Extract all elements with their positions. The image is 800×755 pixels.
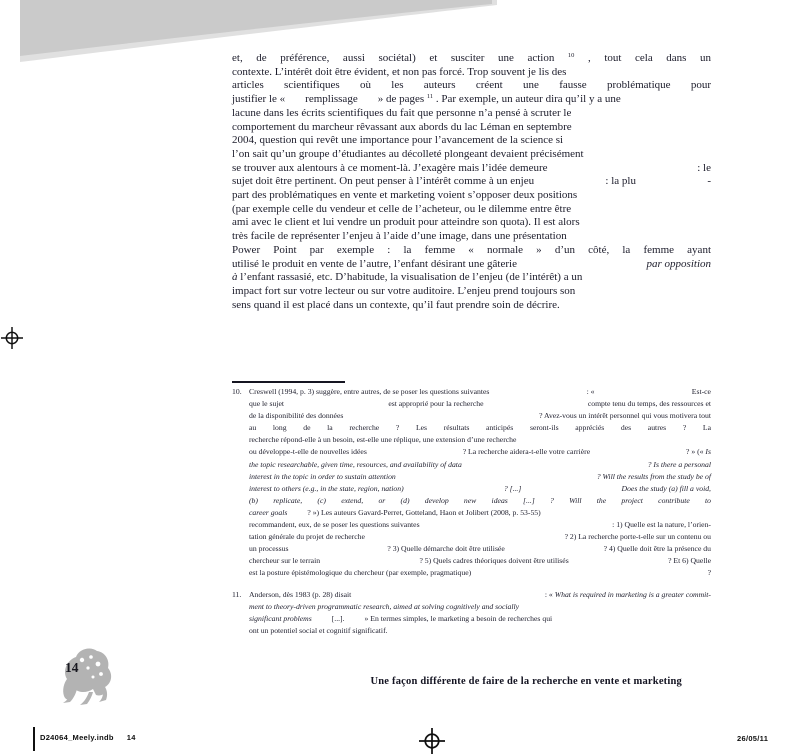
text-line: Creswell (1994, p. 3) suggère, entre autres, de se poser les questions suivantes : « Est-ce — [249, 387, 711, 396]
text-line: interest to others (e.g., in the state, region, nation) ? [...] Does the study (a) fill a void, — [249, 483, 711, 493]
text-line: se trouver aux alentours à ce moment-là. J’exagère mais l’idée demeure : le — [232, 161, 711, 174]
text-line: sens quand il est placé dans un contexte, qu’il faut prendre soin de décrire. — [232, 298, 560, 311]
footnote-text — [249, 386, 711, 580]
running-title: Une façon différente de faire de la recherche en vente et marketing — [370, 676, 682, 687]
footnote-number: 10. — [232, 387, 242, 396]
text-line: contexte. L’intérêt doit être évident, et non pas forcé. Trop souvent je lis des — [232, 65, 567, 78]
text-line: the topic researchable, given time, resources, and availability of data ? Is there a personal — [249, 459, 711, 469]
registration-mark-icon — [1, 327, 23, 349]
proof-page: 14 — [126, 733, 136, 742]
text-line: est la posture épistémologique du chercheur (par exemple, pragmatique) ? — [249, 568, 711, 578]
footnote-text — [249, 589, 711, 637]
proof-filename-stamp — [40, 733, 136, 742]
text-line: au long de la recherche ? Les résultats anticipés seront-ils appréciés des autres ? La — [249, 423, 711, 433]
text-line: et, de préférence, aussi sociétal) et susciter une action $^{10}$ , tout cela dans un — [232, 52, 712, 64]
footnote-10 — [232, 386, 711, 580]
text-line: Power Point par exemple : la femme « normale » d’un côté, la femme ayant — [232, 243, 711, 256]
text-line: career goals ? ») Les auteurs Gavard-Perret, Gotteland, Haon et Jolibert (2008, p. 53-55) — [249, 507, 541, 517]
text-line: justifier le « remplissage » de pages $^{11}$ . Par exemple, un auteur dira qu’il y a une — [232, 93, 621, 106]
text-line: l’on sait qu’un groupe d’étudiantes au décolleté plongeant devaient précisément — [232, 147, 584, 160]
text-line: lacune dans les écrits scientifiques du fait que personne n’a pensé à scruter le — [232, 106, 572, 119]
text-line: chercheur sur le terrain ? 5) Quels cadres théoriques doivent être utilisés ? Et 6) Quelle — [249, 556, 711, 566]
footnotes-block — [232, 386, 711, 637]
crop-mark — [33, 727, 35, 751]
text-line: ont un potentiel social et cognitif significatif. — [249, 625, 388, 635]
text-line: utilisé le produit en vente de l’autre, l’enfant désirant une gâterie par opposition — [232, 257, 711, 270]
text-line: ami avec le client et lui vendre un produit pour atteindre son quota). Il est alors — [232, 216, 580, 229]
text-line: à l’enfant rassasié, etc. D’habitude, la visualisation de l’enjeu (de l’intérêt) a un — [232, 271, 583, 284]
text-line: très facile de représenter l’enjeu à l’aide d’une image, dans une présentation — [232, 230, 567, 243]
text-line: (par exemple celle du vendeur et celle de l’acheteur, ou le dilemme entre être — [232, 202, 572, 215]
text-line: un processus ? 3) Quelle démarche doit être utilisée ? 4) Quelle doit être la présence du — [249, 544, 711, 554]
proof-filename: D24064_Meely.indb — [40, 733, 114, 742]
body-text — [232, 52, 711, 312]
text-line: sujet doit être pertinent. On peut penser à l’intérêt comme à un enjeu : la plu - — [232, 175, 711, 188]
text-line: tation générale du projet de recherche ? 2) La recherche porte-t-elle sur un contenu ou — [249, 532, 711, 542]
page-number: 14 — [65, 660, 79, 675]
text-line: que le sujet est approprié pour la recherche compte tenu du temps, des ressources et — [249, 399, 711, 409]
text-line: comportement du marcheur rêvassant aux abords du lac Léman en septembre — [232, 120, 572, 133]
footnote-separator-rule — [232, 381, 345, 383]
text-line: de la disponibilité des données ? Avez-vous un intérêt personnel qui vous motivera tout — [249, 411, 711, 421]
text-line: ou développe-t-elle de nouvelles idées ? La recherche aidera-t-elle votre carrière ? » (« Is — [249, 447, 711, 457]
text-line: part des problématiques en vente et marketing voient s’opposer deux positions — [232, 189, 578, 202]
footnote-number: 11. — [232, 589, 242, 599]
text-line: articles scientifiques où les auteurs créent une fausse problématique pour — [232, 79, 711, 92]
text-line: recherche répond-elle à un besoin, est-elle une réplique, une extension d’une recherche — [249, 435, 517, 445]
text-line: (b) replicate, (c) extend, or (d) develop new ideas [...] ? Will the project contribute to — [249, 495, 711, 505]
footnote-11 — [232, 589, 711, 637]
text-line: significant problems [...]. » En termes simples, le marketing a besoin de recherches qui — [249, 613, 553, 623]
registration-mark-icon — [419, 728, 445, 754]
text-line: impact fort sur votre lecteur ou sur votre auditoire. L’enjeu prend toujours son — [232, 284, 576, 297]
text-line: 2004, question qui revêt une importance pour l’avancement de la science si — [232, 134, 564, 147]
text-line: Anderson, dès 1983 (p. 28) disait : « What is required in marketing is a greater commit- — [249, 589, 711, 599]
text-line: interest in the topic in order to sustain attention ? Will the results from the study be of — [249, 471, 711, 481]
text-line: recommandent, eux, de se poser les questions suivantes : 1) Quelle est la nature, l’orien- — [249, 520, 711, 530]
proof-date-stamp: 26/05/11 — [737, 734, 769, 743]
text-line: ment to theory-driven programmatic research, aimed at solving cognitively and socially — [249, 601, 520, 611]
